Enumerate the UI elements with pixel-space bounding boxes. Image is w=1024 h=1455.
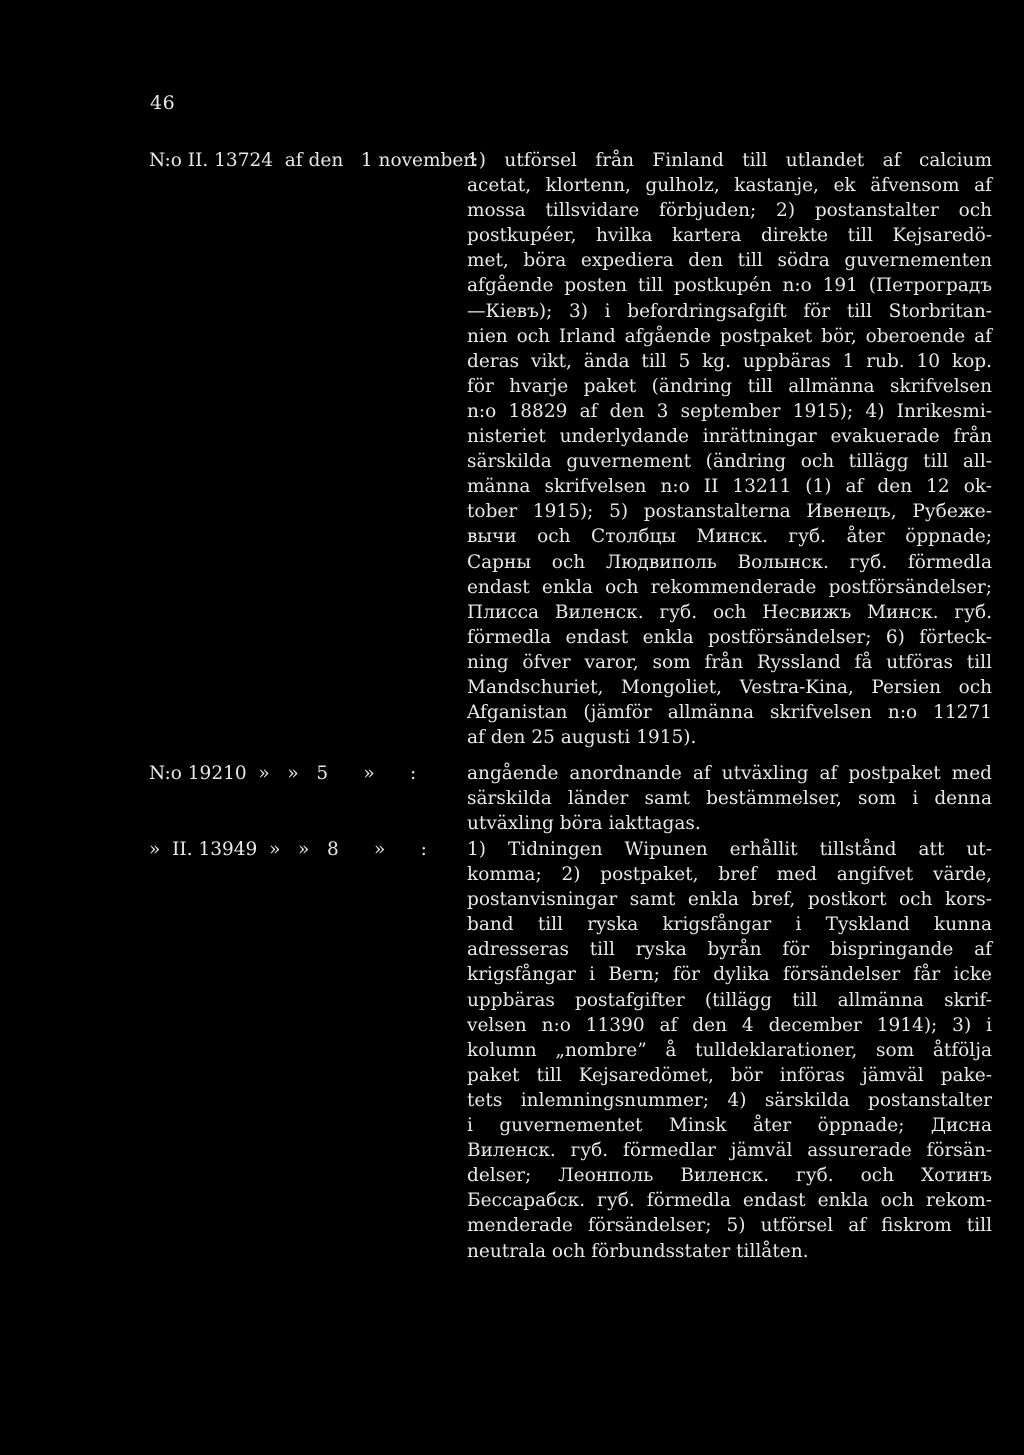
text-line: —Кіевъ); 3) i befordringsafgift för till Storbritan-	[467, 300, 992, 322]
text-line: förmedla endast enkla postförsändelser; 6) förteck-	[467, 626, 992, 648]
text-line: postanvisningar samt enkla bref, postkort och kors-	[467, 889, 992, 911]
text-line: Afganistan (jämför allmänna skrifvelsen n:o 11271	[467, 702, 992, 724]
text-line: uppbäras postafgifter (tillägg till allmänna skrif-	[467, 989, 992, 1011]
text-line: för hvarje paket (ändring till allmänna skrifvelsen	[467, 375, 992, 397]
text-line: komma; 2) postpaket, bref med angifvet värde,	[467, 864, 992, 886]
text-line: männa skrifvelsen n:o II 13211 (1) af den 12 ok-	[467, 476, 992, 498]
text-line: Виленск. губ. förmedlar jämväl assurerade försän-	[467, 1140, 992, 1162]
text-line: вычи och Столбцы Минск. губ. åter öppnade;	[467, 526, 992, 548]
entry-text	[467, 761, 992, 836]
text-line: velsen n:o 11390 af den 4 december 1914); 3) i	[467, 1014, 992, 1036]
text-line: deras vikt, ända till 5 kg. uppbäras 1 rub. 10 kop.	[467, 350, 992, 372]
text-line: adresseras till ryska byrån för bispringande af	[467, 939, 992, 961]
entry-text	[467, 837, 992, 1264]
text-line: särskilda guvernement (ändring och tillägg till all-	[467, 451, 992, 473]
text-line: Бессарабск. губ. förmedla endast enkla och rekom-	[467, 1190, 992, 1212]
text-line: utväxling böra iakttagas.	[467, 813, 701, 835]
text-line: menderade försändelser; 5) utförsel af fiskrom till	[467, 1215, 992, 1237]
text-line: särskilda länder samt bestämmelser, som i denna	[467, 788, 992, 810]
entry-text	[467, 148, 992, 750]
text-line: 1) Tidningen Wipunen erhållit tillstånd att ut-	[467, 839, 992, 860]
text-line: neutrala och förbundsstater tillåten.	[467, 1240, 809, 1262]
text-line: i guvernementet Minsk åter öppnade; Дисна	[467, 1115, 992, 1137]
text-line: nisteriet underlydande inrättningar evakuerade från	[467, 426, 992, 448]
text-line: ning öfver varor, som från Ryssland få utföras till	[467, 651, 992, 673]
text-line: Плисса Виленск. губ. och Несвижъ Минск. губ.	[467, 601, 992, 623]
text-line: af den 25 augusti 1915).	[467, 727, 697, 749]
entry-reference: N:o II. 13724 af den 1 november:	[149, 150, 479, 171]
text-line: tober 1915); 5) postanstalterna Ивенецъ, Рубеже-	[467, 501, 992, 523]
text-line: band till ryska krigsfångar i Tyskland kunna	[467, 914, 992, 936]
entry-reference: N:o 19210 » » 5 » :	[149, 763, 417, 784]
text-line: n:o 18829 af den 3 september 1915); 4) Inrikesmi-	[467, 400, 992, 422]
text-line: paket till Kejsaredömet, bör införas jämväl pake-	[467, 1064, 992, 1086]
text-line: acetat, klortenn, gulholz, kastanje, ek äfvensom af	[467, 175, 992, 197]
text-line: Mandschuriet, Mongoliet, Vestra-Kina, Persien och	[467, 676, 992, 698]
page-number: 46	[150, 92, 176, 114]
text-line: krigsfångar i Bern; för dylika försändelser får icke	[467, 964, 992, 986]
text-line: endast enkla och rekommenderade postförsändelser;	[467, 576, 992, 598]
text-line: afgående posten till postkupén n:o 191 (Петроградъ	[467, 275, 992, 297]
entry-reference: » II. 13949 » » 8 » :	[149, 839, 427, 860]
text-line: delser; Леонполь Виленск. губ. och Хотинъ	[467, 1165, 992, 1187]
text-line: nien och Irland afgående postpaket bör, oberoende af	[467, 325, 992, 347]
text-line: tets inlemningsnummer; 4) särskilda postanstalter	[467, 1089, 992, 1111]
text-line: 1) utförsel från Finland till utlandet af calcium	[467, 150, 992, 171]
text-line: Сарны och Людвиполь Волынск. губ. förmedla	[467, 551, 992, 573]
text-line: postkupéer, hvilka kartera direkte till Kejsaredö-	[467, 225, 992, 247]
text-line: angående anordnande af utväxling af postpaket med	[467, 763, 992, 784]
text-line: met, böra expediera den till södra guvernementen	[467, 250, 992, 272]
text-line: mossa tillsvidare förbjuden; 2) postanstalter och	[467, 200, 992, 222]
text-line: kolumn „nombre” å tulldeklarationer, som åtfölja	[467, 1039, 992, 1061]
